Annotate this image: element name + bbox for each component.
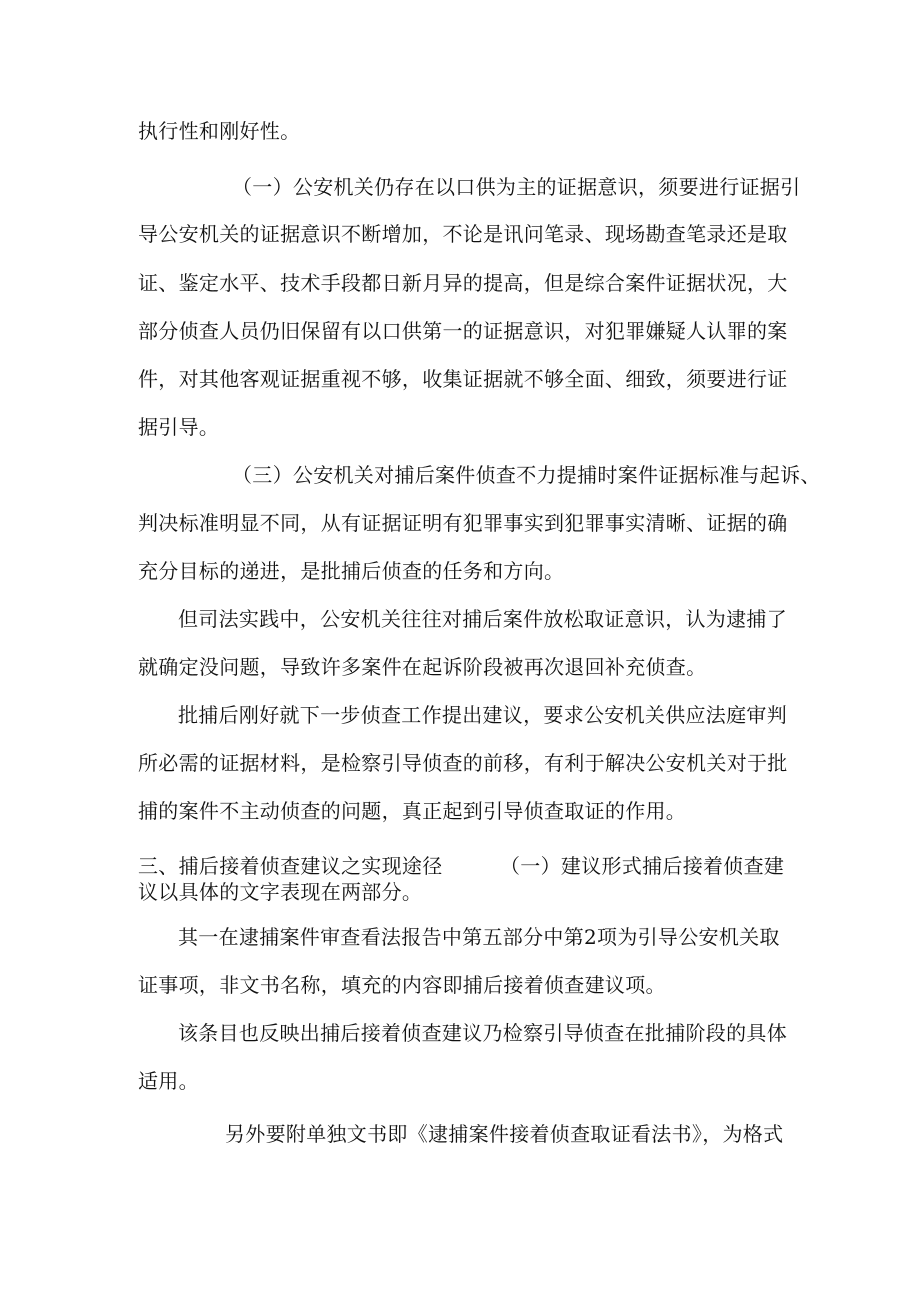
text-line-3: 导公安机关的证据意识不断增加，不论是讯问笔录、现场勘查笔录还是取 [138,222,788,246]
section-heading: 三、捕后接着侦查建议之实现途径 [138,854,443,878]
text-line-19: 其一在逮捕案件审查看法报告中第五部分中第2项为引导公安机关取 [178,925,780,949]
text-line-2: （一）公安机关仍存在以口供为主的证据意识，须要进行证据引 [232,175,801,199]
text-line-10: 充分目标的递进，是批捕后侦查的任务和方向。 [138,559,565,583]
text-line-14: 所必需的证据材料，是检察引导侦查的前移，有利于解决公安机关对于批 [138,751,788,775]
text-line-15: 捕的案件不主动侦查的问题，真正起到引导侦查取证的作用。 [138,799,687,823]
text-line-18: 议以具体的文字表现在两部分。 [138,880,423,904]
text-line-20: 证事项，非文书名称，填充的内容即捕后接着侦查建议项。 [138,973,666,997]
text-line-4: 证、鉴定水平、技术手段都日新月异的提高，但是综合案件证据状况，大 [138,271,788,295]
text-line-13: 批捕后刚好就下一步侦查工作提出建议，要求公安机关供应法庭审判 [178,703,787,727]
text-line-7: 据引导。 [138,415,220,439]
text-line-6: 件，对其他客观证据重视不够，收集证据就不够全面、细致，须要进行证 [138,367,788,391]
subsection-heading: （一）建议形式捕后接着侦查建 [500,854,785,878]
text-line-22: 适用。 [138,1069,199,1093]
text-line-9: 判决标准明显不同，从有证据证明有犯罪事实到犯罪事实清晰、证据的确 [138,511,788,535]
text-line-23: 另外要附单独文书即《逮捕案件接着侦查取证看法书》，为格式 [225,1122,784,1146]
text-line-12: 就确定没问题，导致许多案件在起诉阶段被再次退回补充侦查。 [138,655,707,679]
text-line-11: 但司法实践中，公安机关往往对捕后案件放松取证意识，认为逮捕了 [178,607,787,631]
text-line-1: 执行性和刚好性。 [138,119,301,143]
text-line-21: 该条目也反映出捕后接着侦查建议乃检察引导侦查在批捕阶段的具体 [178,1021,787,1045]
text-line-5: 部分侦查人员仍旧保留有以口供第一的证据意识，对犯罪嫌疑人认罪的案 [138,319,788,343]
text-line-8: （三）公安机关对捕后案件侦查不力提捕时案件证据标准与起诉、 [232,463,821,487]
